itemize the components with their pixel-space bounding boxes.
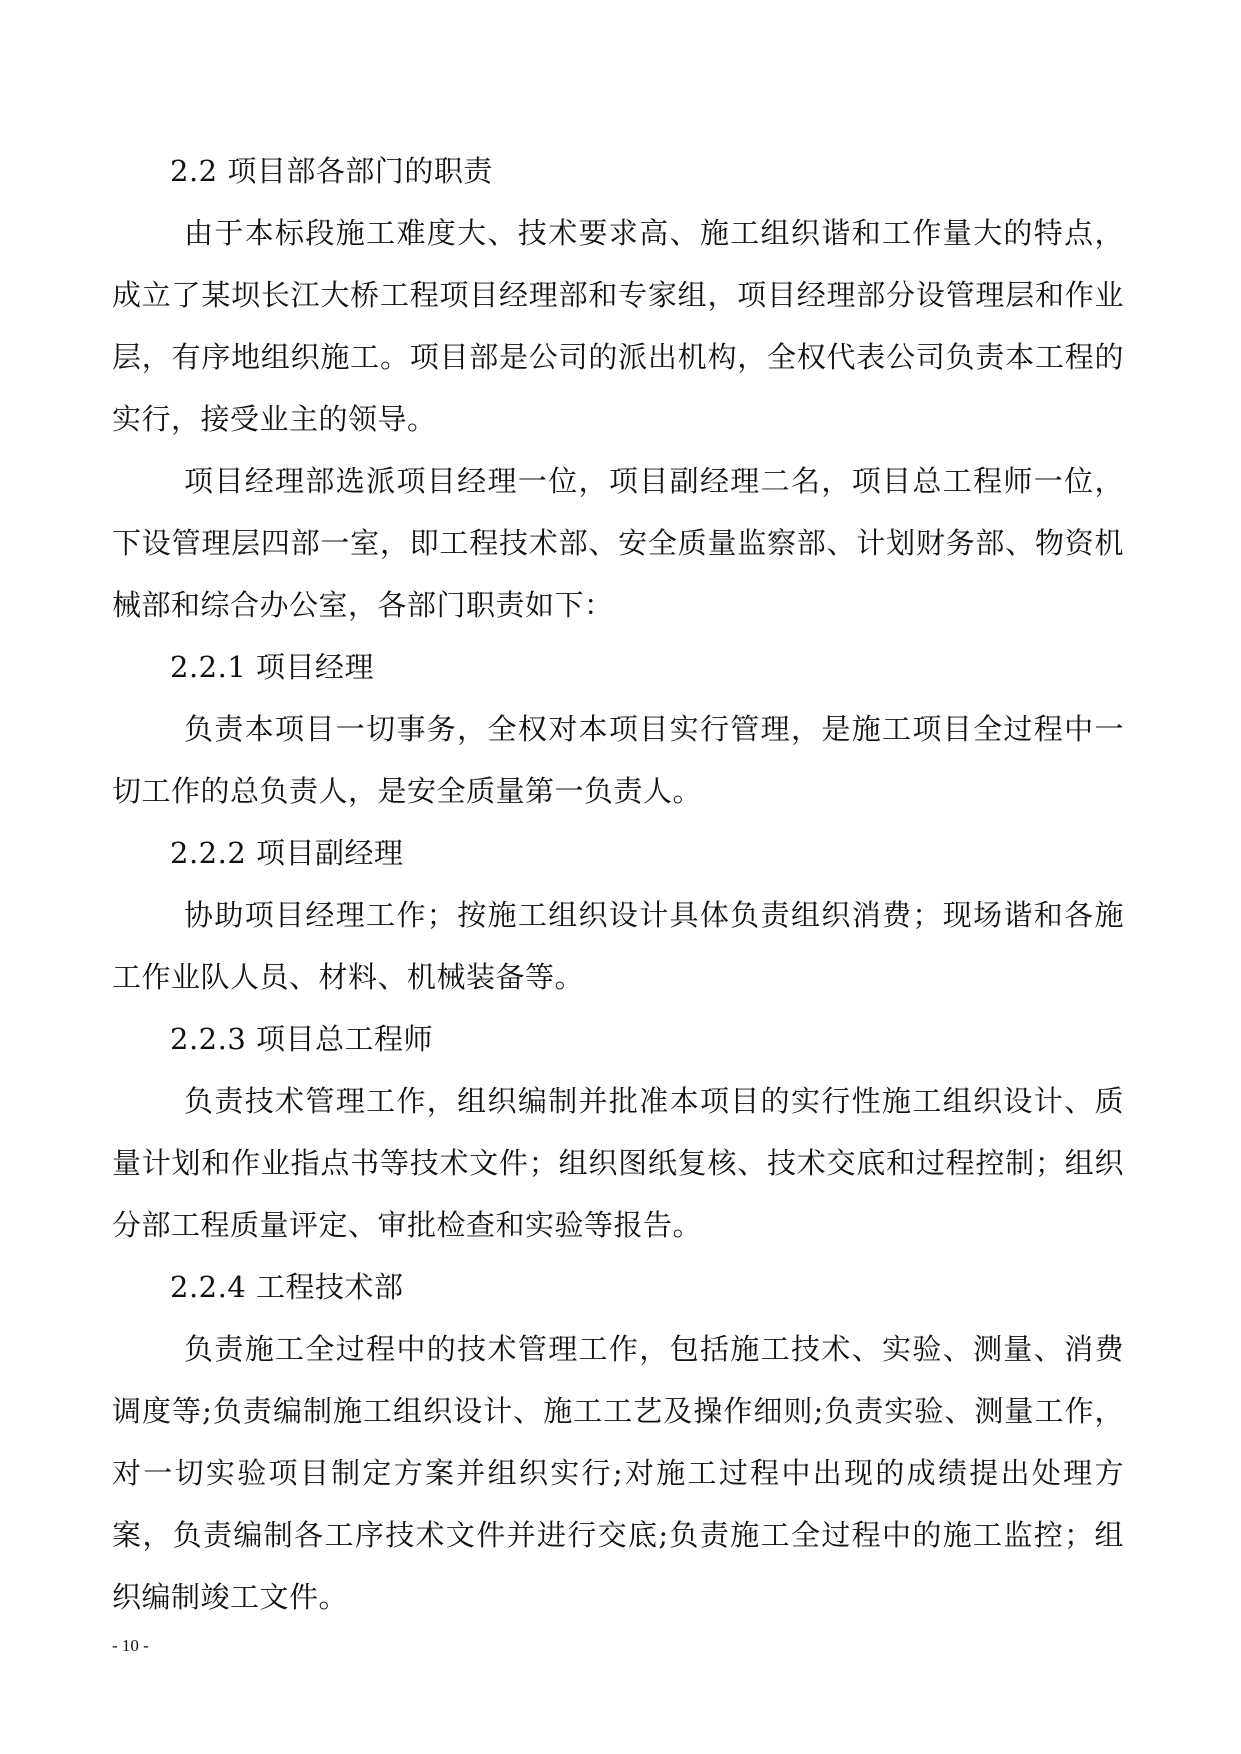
subsection-body-project-manager: 负责本项目一切事务，全权对本项目实行管理，是施工项目全过程中一切工作的总负责人，是安全质量第一负责人。 — [112, 712, 1124, 808]
subsection-heading-deputy-manager: 2.2.2 项目副经理 — [170, 836, 404, 870]
page-content — [112, 140, 1124, 1628]
subsection-body-engineering-department: 负责施工全过程中的技术管理工作，包括施工技术、实验、测量、消费调度等;负责编制施工组织设计、施工工艺及操作细则;负责实验、测量工作，对一切实验项目制定方案并组织实行;对施工过程中出现的成绩提出处理方案，负责编制各工序技术文件并进行交底;负责施工全过程中的施工监控；组织编制竣工文件。 — [112, 1332, 1124, 1614]
page-number: - 10 - — [112, 1636, 149, 1655]
subsection-heading-chief-engineer: 2.2.3 项目总工程师 — [170, 1022, 434, 1056]
section-paragraph: 项目经理部选派项目经理一位，项目副经理二名，项目总工程师一位，下设管理层四部一室，即工程技术部、安全质量监察部、计划财务部、物资机械部和综合办公室，各部门职责如下： — [112, 464, 1124, 622]
section-heading: 2.2 项目部各部门的职责 — [170, 154, 493, 188]
subsection-body-chief-engineer: 负责技术管理工作，组织编制并批准本项目的实行性施工组织设计、质量计划和作业指点书等技术文件；组织图纸复核、技术交底和过程控制；组织分部工程质量评定、审批检查和实验等报告。 — [112, 1084, 1124, 1242]
subsection-heading-engineering-department: 2.2.4 工程技术部 — [170, 1270, 404, 1304]
subsection-body-deputy-manager: 协助项目经理工作；按施工组织设计具体负责组织消费；现场谐和各施工作业队人员、材料、机械装备等。 — [112, 898, 1124, 994]
subsection-heading-project-manager: 2.2.1 项目经理 — [170, 650, 375, 684]
section-paragraph: 由于本标段施工难度大、技术要求高、施工组织谐和工作量大的特点，成立了某坝长江大桥工程项目经理部和专家组，项目经理部分设管理层和作业层，有序地组织施工。项目部是公司的派出机构，全权代表公司负责本工程的实行，接受业主的领导。 — [112, 216, 1124, 436]
